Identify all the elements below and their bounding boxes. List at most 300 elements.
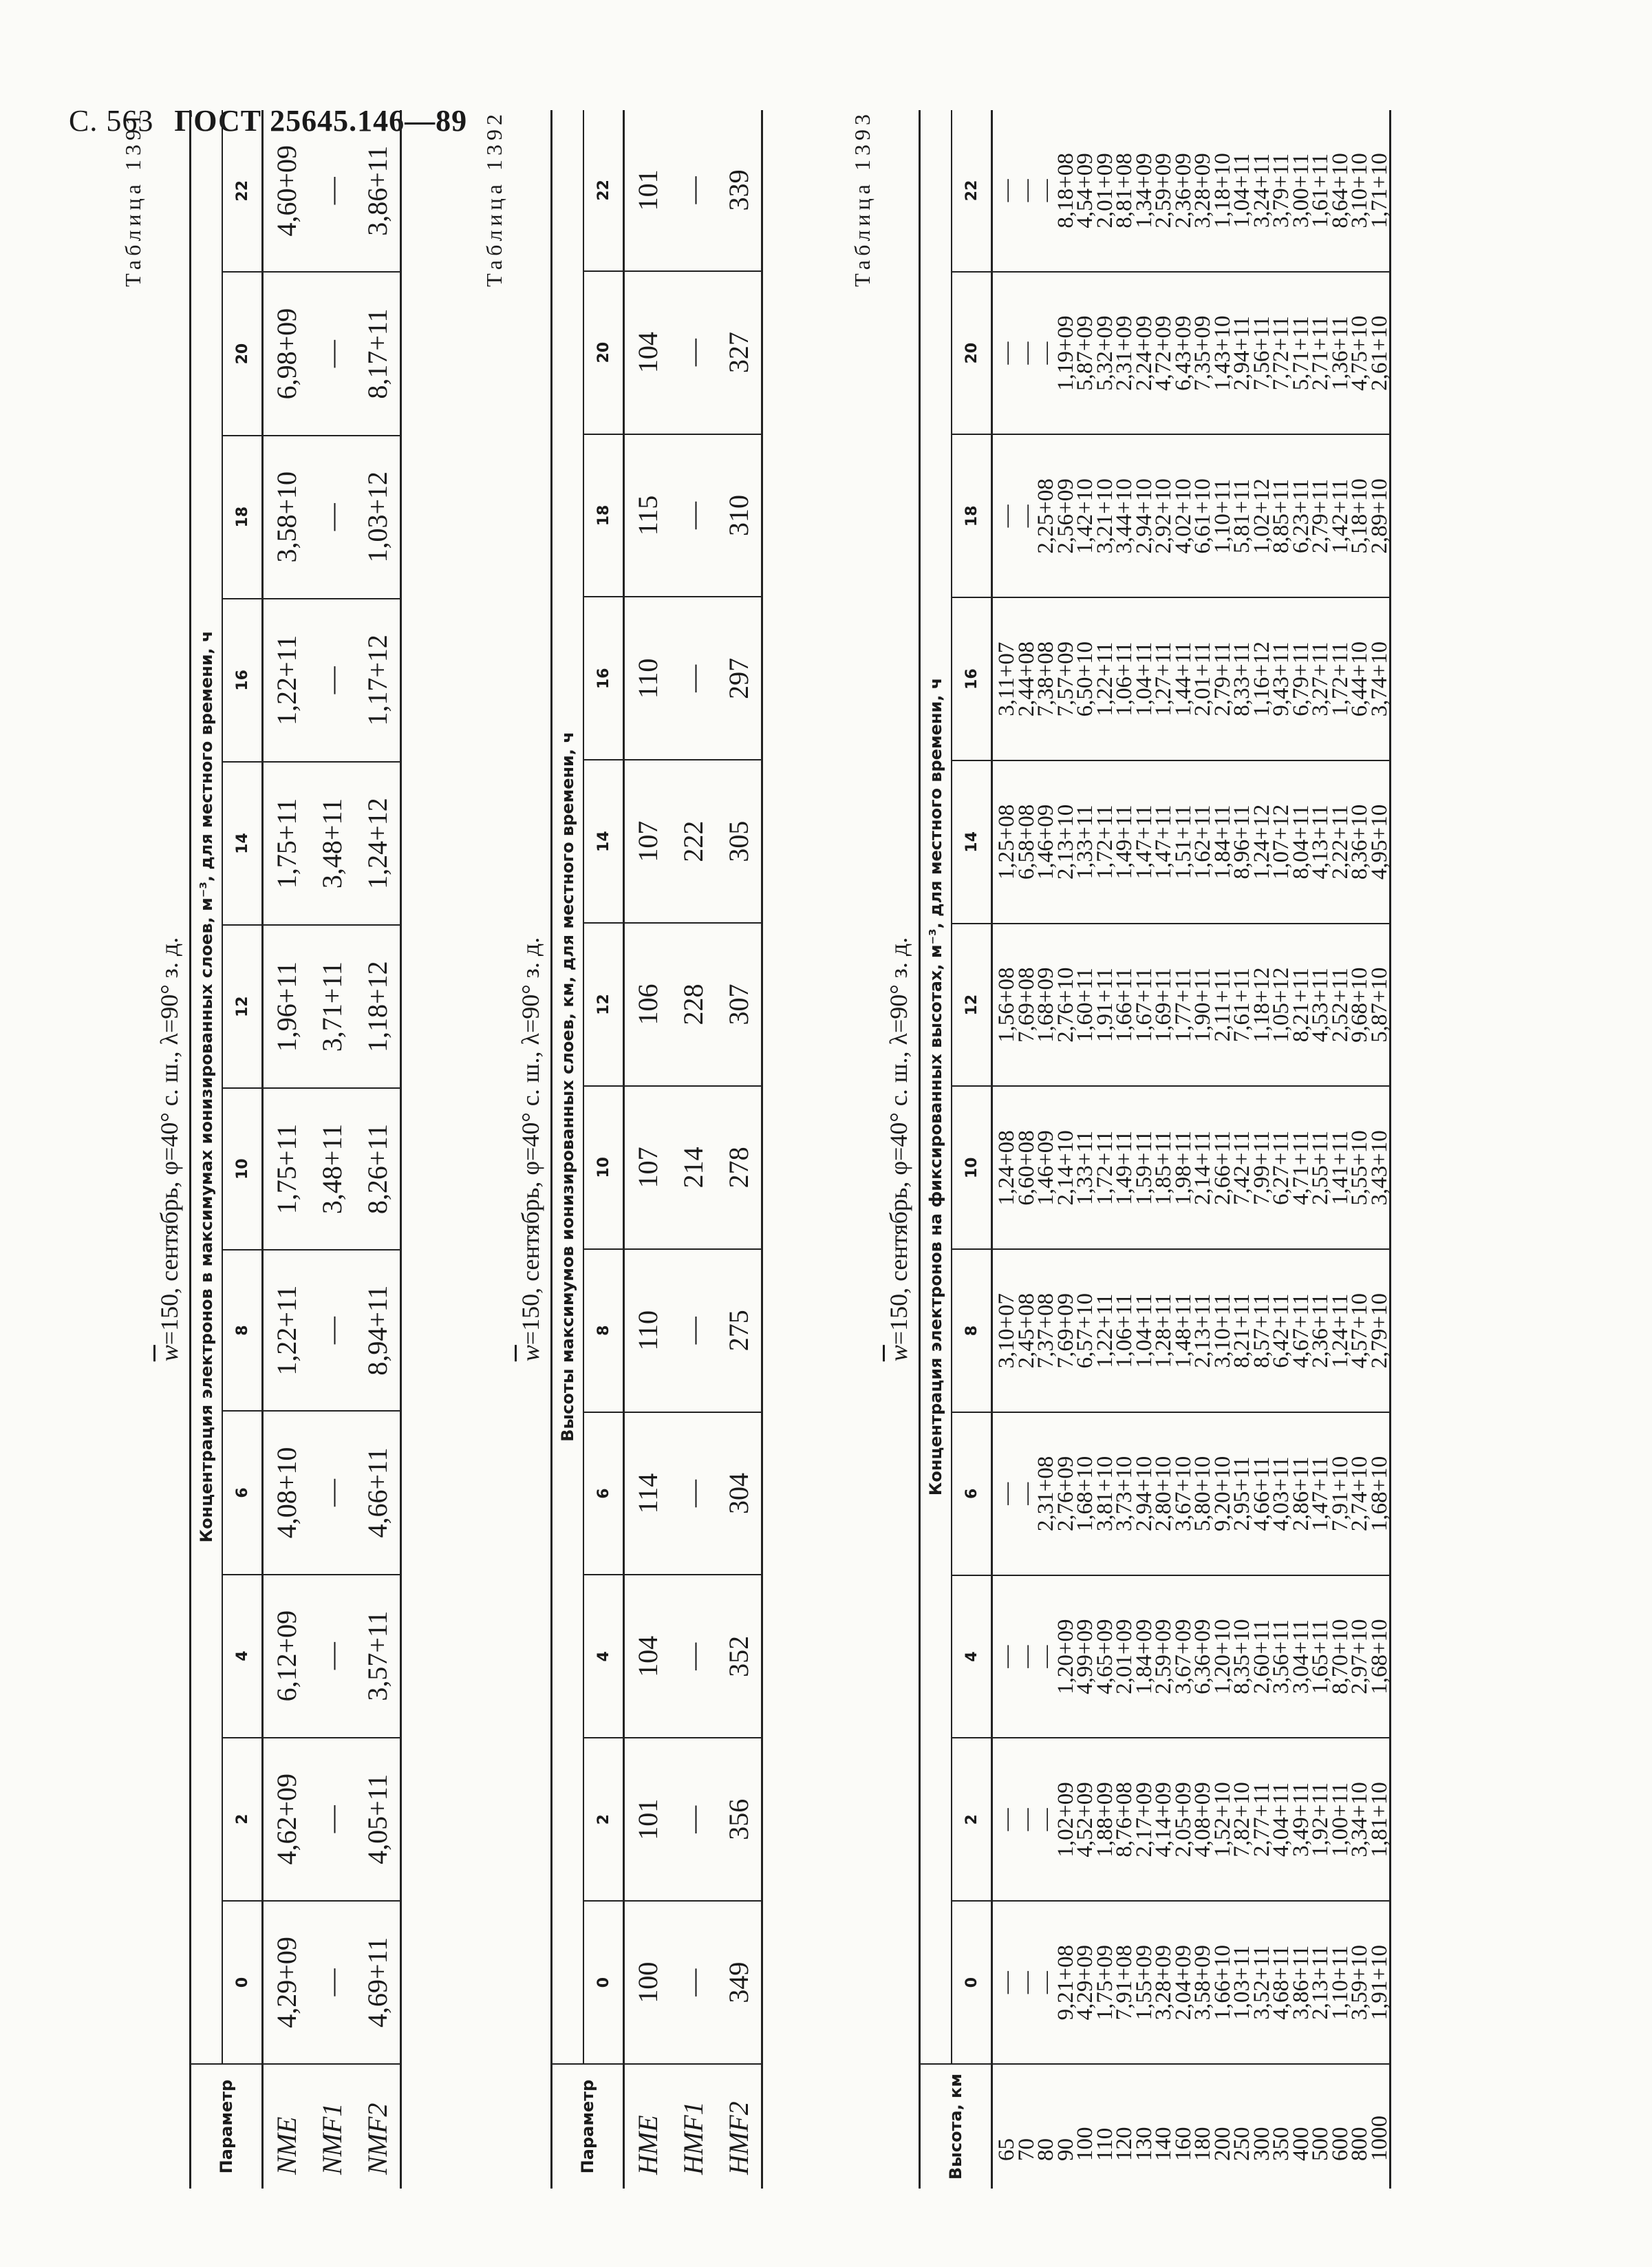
table-cell: 2,79+11 [1213, 597, 1233, 760]
table-cell: 1,03+12 [354, 436, 401, 599]
table-cell: — [670, 1249, 716, 1412]
table-cell: 1,60+11 [1075, 924, 1095, 1087]
table-cell: 2,79+11 [1311, 435, 1331, 598]
table-cell: 3,49+11 [1291, 1738, 1311, 1902]
table-cell: — [1036, 1575, 1056, 1738]
table-cell: 1,84+11 [1213, 760, 1233, 924]
table-cell: — [309, 1575, 354, 1738]
table-cell: 4,57+10 [1350, 1249, 1370, 1412]
table-cell: 1,72+11 [1095, 760, 1115, 924]
table-cell: 307 [716, 923, 762, 1086]
table-cell: 2,17+09 [1135, 1738, 1155, 1902]
standard-number: ГОСТ 25645.146—89 [174, 104, 468, 138]
table-cell: 1,59+11 [1135, 1087, 1155, 1250]
table-caption: Таблица 1391 [120, 110, 145, 287]
table-cell: 7,91+08 [1115, 1901, 1135, 2064]
table-cell: 2,11+11 [1213, 924, 1233, 1087]
table-cell: 4,95+10 [1370, 760, 1391, 924]
table-cell: 1,02+09 [1056, 1738, 1076, 1902]
table-cell: 1,42+11 [1331, 435, 1351, 598]
table-cell: 1,24+11 [1331, 1249, 1351, 1412]
table-cell: 6,60+08 [1017, 1087, 1037, 1250]
altitude-cell: 600 [1327, 2127, 1353, 2161]
table-cell: 214 [670, 1086, 716, 1249]
table-cell: — [309, 1411, 354, 1574]
column-header: 16 [583, 597, 624, 760]
table-cell: 1,77+11 [1174, 924, 1194, 1087]
altitude-cell: 70 [1013, 2138, 1039, 2161]
table-cell: 275 [716, 1249, 762, 1412]
table-cell: 3,86+11 [1291, 1901, 1311, 2064]
table-cell: 4,62+09 [263, 1738, 310, 1901]
table-cell: 2,01+09 [1095, 110, 1115, 272]
table-cell: — [670, 597, 716, 760]
table-cell: 1,49+11 [1115, 1087, 1135, 1250]
table-1393-block [850, 110, 1391, 2189]
table-cell: 2,13+11 [1193, 1249, 1213, 1412]
table-cell: 2,74+10 [1350, 1412, 1370, 1575]
table-cell: — [1017, 435, 1037, 598]
table-cell: 6,42+11 [1272, 1249, 1291, 1412]
table-cell: 5,55+10 [1350, 1087, 1370, 1250]
table-cell: 1,46+09 [1036, 1087, 1056, 1250]
table-cell: 2,04+09 [1174, 1901, 1194, 2064]
title-w: $\overline{w}$ [155, 1345, 183, 1362]
table-cell: 278 [716, 1086, 762, 1249]
table-cell: 1,04+11 [1135, 597, 1155, 760]
column-header: 2 [583, 1738, 624, 1901]
table-cell: 4,52+09 [1075, 1738, 1095, 1902]
table-cell: 3,73+10 [1115, 1412, 1135, 1575]
table-cell: 3,10+11 [1213, 1249, 1233, 1412]
table-cell: 1,34+09 [1135, 110, 1155, 272]
table-cell: — [670, 1412, 716, 1575]
table-cell: 106 [624, 923, 671, 1086]
table-cell: 339 [716, 110, 762, 271]
table-cell: 8,81+08 [1115, 110, 1135, 272]
table-cell: 4,72+09 [1154, 272, 1174, 435]
table-cell: 101 [624, 110, 671, 271]
table-cell: 1,17+12 [354, 599, 401, 762]
column-header: 4 [222, 1575, 263, 1738]
table-cell: 1,03+11 [1232, 1901, 1252, 2064]
column-header: 16 [952, 597, 992, 760]
table-cell: 1,49+11 [1115, 760, 1135, 924]
table-cell: 4,04+11 [1272, 1738, 1291, 1902]
table-cell: 4,03+11 [1272, 1412, 1291, 1575]
table-cell: — [1017, 1901, 1037, 2064]
table-cell: 1,00+11 [1331, 1738, 1351, 1902]
table-1392 [550, 110, 763, 2189]
table-cell: 2,59+09 [1154, 110, 1174, 272]
table-cell: 2,77+11 [1252, 1738, 1272, 1902]
table-cell: 4,69+11 [354, 1901, 401, 2064]
table-cell: 1,68+09 [1036, 924, 1056, 1087]
table-cell: 8,33+11 [1232, 597, 1252, 760]
table-cell: 2,86+11 [1291, 1412, 1311, 1575]
table-row [716, 110, 762, 2189]
table-cell: 3,44+10 [1115, 435, 1135, 598]
table-cell: 2,22+11 [1331, 760, 1351, 924]
table-cell: 1,84+09 [1135, 1575, 1155, 1738]
table-cell: 304 [716, 1412, 762, 1575]
table-cell: 1,20+09 [1056, 1575, 1076, 1738]
table-cell: 5,71+11 [1291, 272, 1311, 435]
table-cell: 7,82+10 [1232, 1738, 1252, 1902]
table-cell: 1,33+11 [1075, 760, 1095, 924]
table-cell: 1,46+09 [1036, 760, 1056, 924]
table-cell: 349 [716, 1901, 762, 2064]
altitude-cell: 65 [994, 2138, 1019, 2161]
table-cell: 1,65+11 [1311, 1575, 1331, 1738]
table-cell: — [992, 272, 1017, 435]
table-cell: 2,94+10 [1135, 1412, 1155, 1575]
table-1392-block [482, 110, 763, 2189]
table-cell: 2,45+08 [1017, 1249, 1037, 1412]
altitude-cell: 80 [1033, 2138, 1058, 2161]
table-cell: 1,51+11 [1174, 760, 1194, 924]
table-1393 [919, 110, 1391, 2189]
table-cell: 327 [716, 271, 762, 434]
table-cell: — [1017, 1738, 1037, 1902]
table-cell: 1,05+12 [1272, 924, 1291, 1087]
table-cell: 7,72+11 [1272, 272, 1291, 435]
table-cell: 1,85+11 [1154, 1087, 1174, 1250]
table-cell: 6,44+10 [1350, 597, 1370, 760]
column-header: 8 [222, 1250, 263, 1412]
table-cell: 1,48+11 [1174, 1249, 1194, 1412]
table-cell: 228 [670, 923, 716, 1086]
table-cell: 3,67+10 [1174, 1412, 1194, 1575]
table-cell: 1,28+11 [1154, 1249, 1174, 1412]
table-cell: 1,47+11 [1311, 1412, 1331, 1575]
table-cell: 1,56+08 [992, 924, 1017, 1087]
table-cell: 2,36+11 [1311, 1249, 1331, 1412]
title-w: $\overline{w}$ [885, 1345, 912, 1362]
table-cell: 4,53+11 [1311, 924, 1331, 1087]
table-cell: 8,36+10 [1350, 760, 1370, 924]
altitude-cell: 300 [1249, 2127, 1274, 2161]
table-cell: 3,43+10 [1370, 1087, 1391, 1250]
column-header: 20 [222, 273, 263, 436]
altitude-cell: 90 [1053, 2138, 1078, 2161]
table-cell: — [992, 1738, 1017, 1902]
table-cell: — [1036, 1901, 1056, 2064]
table-cell: — [1036, 110, 1056, 272]
span-header: Концентрация электронов в максимумах ионизированных слоев, м⁻³, для местного времени, ч [191, 110, 223, 2064]
table-cell: 1,92+11 [1311, 1738, 1331, 1902]
table-cell: 7,61+11 [1232, 924, 1252, 1087]
table-cell: 2,01+11 [1193, 597, 1213, 760]
table-cell: — [1017, 110, 1037, 272]
altitude-cell: 160 [1170, 2127, 1196, 2161]
param-name: NME [270, 2116, 302, 2175]
table-cell: — [670, 434, 716, 597]
table-cell: 1,75+09 [1095, 1901, 1115, 2064]
table-cell: 7,37+08 [1036, 1249, 1056, 1412]
table-cell: 2,55+11 [1311, 1087, 1331, 1250]
table-cell: 1,90+11 [1193, 924, 1213, 1087]
table-cell: 7,69+08 [1017, 924, 1037, 1087]
table-cell: 104 [624, 271, 671, 434]
table-cell: 4,60+09 [263, 110, 310, 273]
table-1391 [189, 110, 402, 2189]
table-cell: 8,17+11 [354, 273, 401, 436]
span-header: Концентрация электронов на фиксированных высотах, м⁻³, для местного времени, ч [920, 110, 952, 2064]
table-cell: 3,67+09 [1174, 1575, 1194, 1738]
table-cell: 9,21+08 [1056, 1901, 1076, 2064]
table-cell: 7,42+11 [1232, 1087, 1252, 1250]
table-cell: 4,67+11 [1291, 1249, 1311, 1412]
title-params: =150, сентябрь, φ=40° с. ш., λ=90° з. д. [517, 937, 544, 1345]
table-cell: 2,76+10 [1056, 924, 1076, 1087]
table-cell: 2,14+11 [1193, 1087, 1213, 1250]
table-cell: — [1036, 272, 1056, 435]
column-header: 10 [952, 1087, 992, 1250]
table-cell: 1,22+11 [263, 599, 310, 762]
column-header: 2 [222, 1738, 263, 1901]
table-cell: 3,04+11 [1291, 1575, 1311, 1738]
table-row [263, 110, 310, 2189]
table-cell: — [992, 1575, 1017, 1738]
table-cell: 305 [716, 760, 762, 923]
table-cell: 1,68+10 [1370, 1575, 1391, 1738]
table-cell: 3,10+07 [992, 1249, 1017, 1412]
table-cell: 8,35+10 [1232, 1575, 1252, 1738]
table-cell: — [992, 1412, 1017, 1575]
column-header: 0 [583, 1901, 624, 2064]
table-cell: 1,47+11 [1135, 760, 1155, 924]
table-cell: 4,13+11 [1311, 760, 1331, 924]
table-cell: 3,00+11 [1291, 110, 1311, 272]
table-cell: 3,56+11 [1272, 1575, 1291, 1738]
column-header: 12 [222, 925, 263, 1088]
table-row [992, 110, 1017, 2189]
table-cell: 101 [624, 1738, 671, 1901]
table-cell: 1,75+11 [263, 762, 310, 925]
table-cell: 7,69+09 [1056, 1249, 1076, 1412]
table-cell: 7,57+09 [1056, 597, 1076, 760]
table-cell: — [309, 110, 354, 273]
table-cell: 1,36+11 [1331, 272, 1351, 435]
table-cell: 3,58+10 [263, 436, 310, 599]
table-cell: 115 [624, 434, 671, 597]
table-cell: 1,18+10 [1213, 110, 1233, 272]
table-cell: — [670, 1575, 716, 1738]
table-cell: 8,70+10 [1331, 1575, 1351, 1738]
table-cell: — [309, 1738, 354, 1901]
table-cell: 2,36+09 [1174, 110, 1194, 272]
table-cell: 8,21+11 [1232, 1249, 1252, 1412]
table-cell: 1,20+10 [1213, 1575, 1233, 1738]
table-cell: 3,59+10 [1350, 1901, 1370, 2064]
table-cell: 1,18+12 [354, 925, 401, 1088]
altitude-cell: 140 [1151, 2127, 1176, 2161]
param-name: NMF2 [361, 2103, 393, 2175]
param-header: Параметр [552, 2064, 624, 2189]
table-cell: 3,48+11 [309, 1088, 354, 1250]
table-cell: 9,20+10 [1213, 1412, 1233, 1575]
table-cell: 1,66+11 [1115, 924, 1135, 1087]
table-cell: 8,26+11 [354, 1088, 401, 1250]
param-name: NMF1 [316, 2103, 347, 2175]
table-cell: 1,02+12 [1252, 435, 1272, 598]
table-cell: — [309, 599, 354, 762]
table-cell: 4,29+09 [1075, 1901, 1095, 2064]
table-cell: 114 [624, 1412, 671, 1575]
table-cell: — [309, 273, 354, 436]
table-cell: 2,59+09 [1154, 1575, 1174, 1738]
table-cell: 1,42+10 [1075, 435, 1095, 598]
table-cell: 3,57+11 [354, 1575, 401, 1738]
table-cell: 110 [624, 1249, 671, 1412]
table-cell: — [309, 1250, 354, 1412]
column-header: 16 [222, 599, 263, 762]
table-cell: 3,27+11 [1311, 597, 1331, 760]
table-cell: 107 [624, 760, 671, 923]
altitude-cell: 130 [1131, 2127, 1157, 2161]
table-cell: 7,38+08 [1036, 597, 1056, 760]
table-cell: 1,10+11 [1331, 1901, 1351, 2064]
table-cell: 2,80+10 [1154, 1412, 1174, 1575]
table-cell: 5,18+10 [1350, 435, 1370, 598]
page-number: С. 563 [69, 104, 154, 138]
table-cell: — [670, 1738, 716, 1901]
table-cell: 1,68+10 [1370, 1412, 1391, 1575]
param-name: HMF1 [677, 2101, 709, 2175]
table-cell: 3,48+11 [309, 762, 354, 925]
table-row [624, 110, 671, 2189]
table-title [511, 110, 550, 2189]
table-cell: 2,56+09 [1056, 435, 1076, 598]
table-cell: 9,68+10 [1350, 924, 1370, 1087]
altitude-cell: 100 [1073, 2127, 1097, 2161]
table-cell: 1,75+11 [263, 1088, 310, 1250]
table-cell: 1,61+11 [1311, 110, 1331, 272]
table-cell: — [1036, 1738, 1056, 1902]
altitude-cell: 400 [1288, 2127, 1313, 2161]
table-cell: 2,66+11 [1213, 1087, 1233, 1250]
span-header: Высоты максимумов ионизированных слоев, км, для местного времени, ч [552, 110, 584, 2064]
table-cell: 3,21+10 [1095, 435, 1115, 598]
table-cell: 3,58+09 [1193, 1901, 1213, 2064]
table-row [1370, 110, 1391, 2189]
table-cell: 4,99+09 [1075, 1575, 1095, 1738]
column-header: 22 [952, 110, 992, 272]
table-cell: 1,52+10 [1213, 1738, 1233, 1902]
table-cell: — [309, 436, 354, 599]
table-cell: 1,06+11 [1115, 1249, 1135, 1412]
table-cell: 7,35+09 [1193, 272, 1213, 435]
table-cell: 8,64+10 [1331, 110, 1351, 272]
param-header: Параметр [191, 2064, 263, 2189]
table-cell: 1,22+11 [263, 1250, 310, 1412]
table-cell: 6,98+09 [263, 273, 310, 436]
column-header: 0 [222, 1901, 263, 2064]
table-cell: 1,81+10 [1370, 1738, 1391, 1902]
param-name: HME [632, 2115, 663, 2175]
table-cell: 1,72+11 [1331, 597, 1351, 760]
table-1391-block [120, 110, 402, 2189]
table-cell: 1,07+12 [1272, 760, 1291, 924]
table-cell: 3,28+09 [1193, 110, 1213, 272]
table-cell: 8,96+11 [1232, 760, 1252, 924]
table-cell: 8,85+11 [1272, 435, 1291, 598]
table-cell: 4,05+11 [354, 1738, 401, 1901]
table-cell: 6,12+09 [263, 1575, 310, 1738]
altitude-cell: 180 [1190, 2127, 1215, 2161]
table-cell: 4,29+09 [263, 1901, 310, 2064]
table-cell: 1,04+11 [1135, 1249, 1155, 1412]
table-cell: 1,47+11 [1154, 760, 1174, 924]
table-cell: 2,92+10 [1154, 435, 1174, 598]
table-cell: 1,22+11 [1095, 1249, 1115, 1412]
table-cell: 1,66+10 [1213, 1901, 1233, 2064]
column-header: 22 [583, 110, 624, 271]
table-cell: 3,79+11 [1272, 110, 1291, 272]
table-cell: 3,86+11 [354, 110, 401, 273]
table-cell: 2,24+09 [1135, 272, 1155, 435]
table-cell: 4,66+11 [1252, 1412, 1272, 1575]
table-cell: 2,95+11 [1232, 1412, 1252, 1575]
table-cell: 3,34+10 [1350, 1738, 1370, 1902]
table-cell: 2,89+10 [1370, 435, 1391, 598]
table-cell: 1,33+11 [1075, 1087, 1095, 1250]
table-cell: 1,16+12 [1252, 597, 1272, 760]
table-cell: 2,76+09 [1056, 1412, 1076, 1575]
table-cell: 8,21+11 [1291, 924, 1311, 1087]
table-cell: 5,32+09 [1095, 272, 1115, 435]
table-cell: 3,11+07 [992, 597, 1017, 760]
table-cell: 2,05+09 [1174, 1738, 1194, 1902]
table-cell: 1,24+08 [992, 1087, 1017, 1250]
table-cell: 4,54+09 [1075, 110, 1095, 272]
table-cell: 8,57+11 [1252, 1249, 1272, 1412]
column-header: 4 [583, 1575, 624, 1738]
table-cell: 8,18+08 [1056, 110, 1076, 272]
table-cell: — [992, 110, 1017, 272]
column-header: 20 [952, 272, 992, 435]
table-cell: 6,58+08 [1017, 760, 1037, 924]
altitude-cell: 120 [1112, 2127, 1137, 2161]
table-cell: 1,18+12 [1252, 924, 1272, 1087]
table-cell: 222 [670, 760, 716, 923]
table-cell: 7,91+10 [1331, 1412, 1351, 1575]
table-cell: 352 [716, 1575, 762, 1738]
table-cell: — [1017, 272, 1037, 435]
column-header: 6 [583, 1412, 624, 1575]
table-cell: 1,22+11 [1095, 597, 1115, 760]
table-cell: — [670, 271, 716, 434]
table-cell: 2,61+10 [1370, 272, 1391, 435]
altitude-cell: 110 [1092, 2127, 1117, 2161]
table-cell: 2,13+10 [1056, 760, 1076, 924]
column-header: 10 [583, 1086, 624, 1249]
column-header: 4 [952, 1575, 992, 1738]
table-cell: 1,44+11 [1174, 597, 1194, 760]
table-cell: 2,52+11 [1331, 924, 1351, 1087]
table-cell: 1,10+11 [1213, 435, 1233, 598]
table-cell: 1,88+09 [1095, 1738, 1115, 1902]
table-cell: 1,96+11 [263, 925, 310, 1088]
table-cell: 8,94+11 [354, 1250, 401, 1412]
table-cell: 1,04+11 [1232, 110, 1252, 272]
table-cell: 6,57+10 [1075, 1249, 1095, 1412]
title-w: $\overline{w}$ [517, 1345, 544, 1362]
table-cell: 3,28+09 [1154, 1901, 1174, 2064]
table-cell: 2,60+11 [1252, 1575, 1272, 1738]
table-cell: 4,14+09 [1154, 1738, 1174, 1902]
